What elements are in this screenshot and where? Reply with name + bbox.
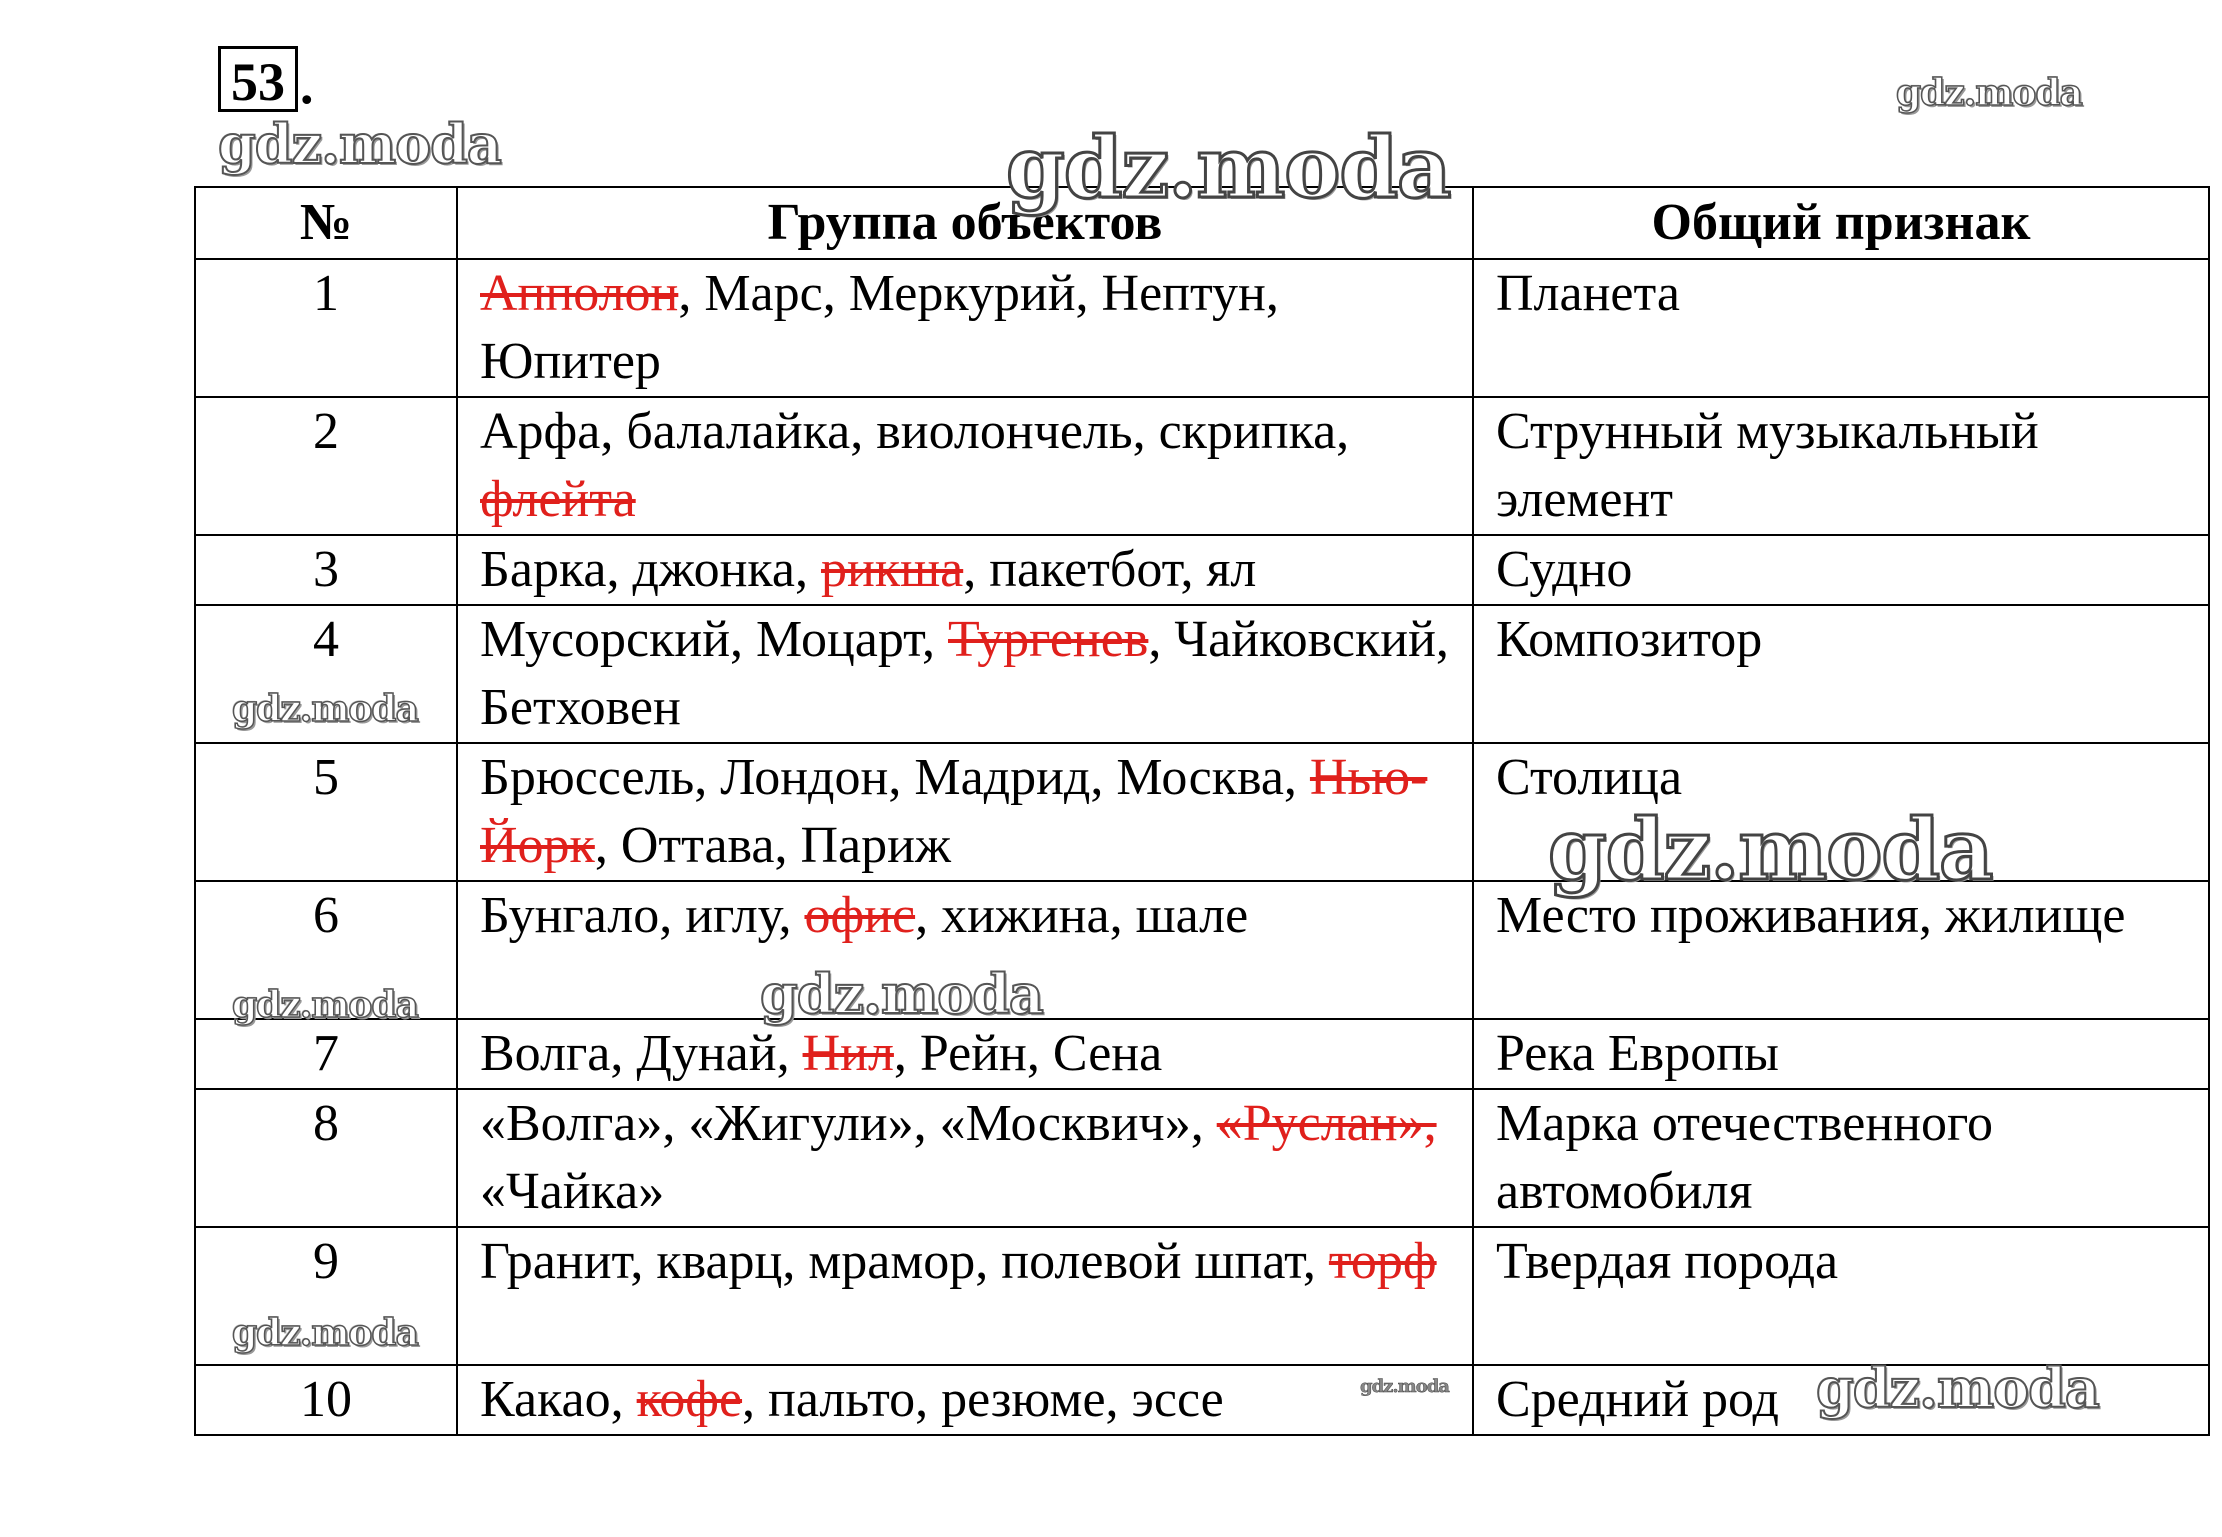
odd-one-out-item: Нил xyxy=(802,1025,894,1082)
watermark: gdz.moda xyxy=(232,1312,418,1354)
common-feature: Столица xyxy=(1473,743,2209,881)
row-number: 8 xyxy=(195,1089,457,1227)
watermark: gdz.moda xyxy=(218,112,501,176)
object-group xyxy=(457,259,1473,397)
task-number: 53 xyxy=(218,46,298,112)
group-items-text: , пакетбот, ял xyxy=(963,541,1257,598)
group-items-text: Брюссель, Лондон, Мадрид, Москва, xyxy=(480,749,1310,806)
group-items-text: , хижина, шале xyxy=(915,887,1249,944)
row-number: 9 xyxy=(195,1227,457,1365)
group-items-text: Арфа, балалайка, виолончель, скрипка, xyxy=(480,403,1363,460)
odd-one-out-item: Нью-Йорк xyxy=(480,749,1428,874)
odd-one-out-item: Тургенев xyxy=(948,611,1149,668)
odd-one-out-item: Апполон xyxy=(480,265,679,322)
watermark: gdz.moda xyxy=(232,984,418,1026)
row-number: 1 xyxy=(195,259,457,397)
odd-one-out-item: офис xyxy=(804,887,916,944)
watermark: gdz.moda xyxy=(1360,1376,1449,1397)
row-number: 2 xyxy=(195,397,457,535)
common-feature: Место проживания, жилище xyxy=(1473,881,2209,1019)
object-group xyxy=(457,397,1473,535)
table-row xyxy=(195,881,2209,1019)
watermark: gdz.moda xyxy=(1548,800,1993,899)
group-items-text: , пальто, резюме, эссе xyxy=(742,1371,1224,1428)
row-number: 3 xyxy=(195,535,457,605)
table-header-row xyxy=(195,187,2209,259)
watermark: gdz.moda xyxy=(232,688,418,730)
odd-one-out-item: кофе xyxy=(636,1371,743,1428)
table-body xyxy=(195,259,2209,1435)
header-num: № xyxy=(195,187,457,259)
object-group xyxy=(457,1227,1473,1365)
row-number: 5 xyxy=(195,743,457,881)
odd-one-out-item: «Руслан», xyxy=(1216,1095,1437,1152)
watermark: gdz.moda xyxy=(1006,118,1451,217)
common-feature: Марка отечественного автомобиля xyxy=(1473,1089,2209,1227)
object-group xyxy=(457,1019,1473,1089)
object-group xyxy=(457,1089,1473,1227)
group-items-text: Барка, джонка, xyxy=(480,541,821,598)
header-feature: Общий признак xyxy=(1473,187,2209,259)
object-group xyxy=(457,535,1473,605)
group-items-text: , Марс, Меркурий, Нептун, Юпитер xyxy=(480,265,1292,390)
table-row xyxy=(195,1089,2209,1227)
group-items-text: Мусорский, Моцарт, xyxy=(480,611,948,668)
common-feature: Планета xyxy=(1473,259,2209,397)
common-feature: Средний род xyxy=(1473,1365,2209,1435)
table-row xyxy=(195,1227,2209,1365)
table-row xyxy=(195,743,2209,881)
watermark: gdz.moda xyxy=(760,962,1043,1026)
header-group: Группа объектов xyxy=(457,187,1473,259)
common-feature: Струнный музыкальный элемент xyxy=(1473,397,2209,535)
group-items-text: «Волга», «Жигули», «Москвич», xyxy=(480,1095,1217,1152)
table-row xyxy=(195,259,2209,397)
row-number: 10 xyxy=(195,1365,457,1435)
common-feature: Композитор xyxy=(1473,605,2209,743)
group-items-text: «Чайка» xyxy=(480,1095,1450,1220)
object-group xyxy=(457,881,1473,1019)
table-row xyxy=(195,1019,2209,1089)
watermark: gdz.moda xyxy=(1816,1356,2099,1420)
table-row xyxy=(195,1365,2209,1435)
group-items-text: Гранит, кварц, мрамор, полевой шпат, xyxy=(480,1233,1329,1290)
group-items-text: , Оттава, Париж xyxy=(594,817,951,874)
row-number: 7 xyxy=(195,1019,457,1089)
table-row xyxy=(195,605,2209,743)
watermark: gdz.moda xyxy=(1896,72,2082,114)
odd-one-out-item: флейта xyxy=(480,471,636,528)
common-feature: Судно xyxy=(1473,535,2209,605)
odd-one-out-item: торф xyxy=(1328,1233,1437,1290)
group-items-text: , Чайковский, Бетховен xyxy=(480,611,1462,736)
common-feature: Твердая порода xyxy=(1473,1227,2209,1365)
group-items-text: Бунгало, иглу, xyxy=(480,887,805,944)
group-items-text: , Рейн, Сена xyxy=(893,1025,1163,1082)
object-group xyxy=(457,605,1473,743)
group-items-text: Волга, Дунай, xyxy=(480,1025,803,1082)
task-number-dot: . xyxy=(300,55,314,115)
table-row xyxy=(195,397,2209,535)
group-items-text: Какао, xyxy=(480,1371,637,1428)
row-number: 4 xyxy=(195,605,457,743)
common-feature: Река Европы xyxy=(1473,1019,2209,1089)
object-group xyxy=(457,743,1473,881)
object-group xyxy=(457,1365,1473,1435)
table-row xyxy=(195,535,2209,605)
row-number: 6 xyxy=(195,881,457,1019)
odd-one-out-item: рикша xyxy=(820,541,964,598)
answer-table xyxy=(194,186,2210,1436)
